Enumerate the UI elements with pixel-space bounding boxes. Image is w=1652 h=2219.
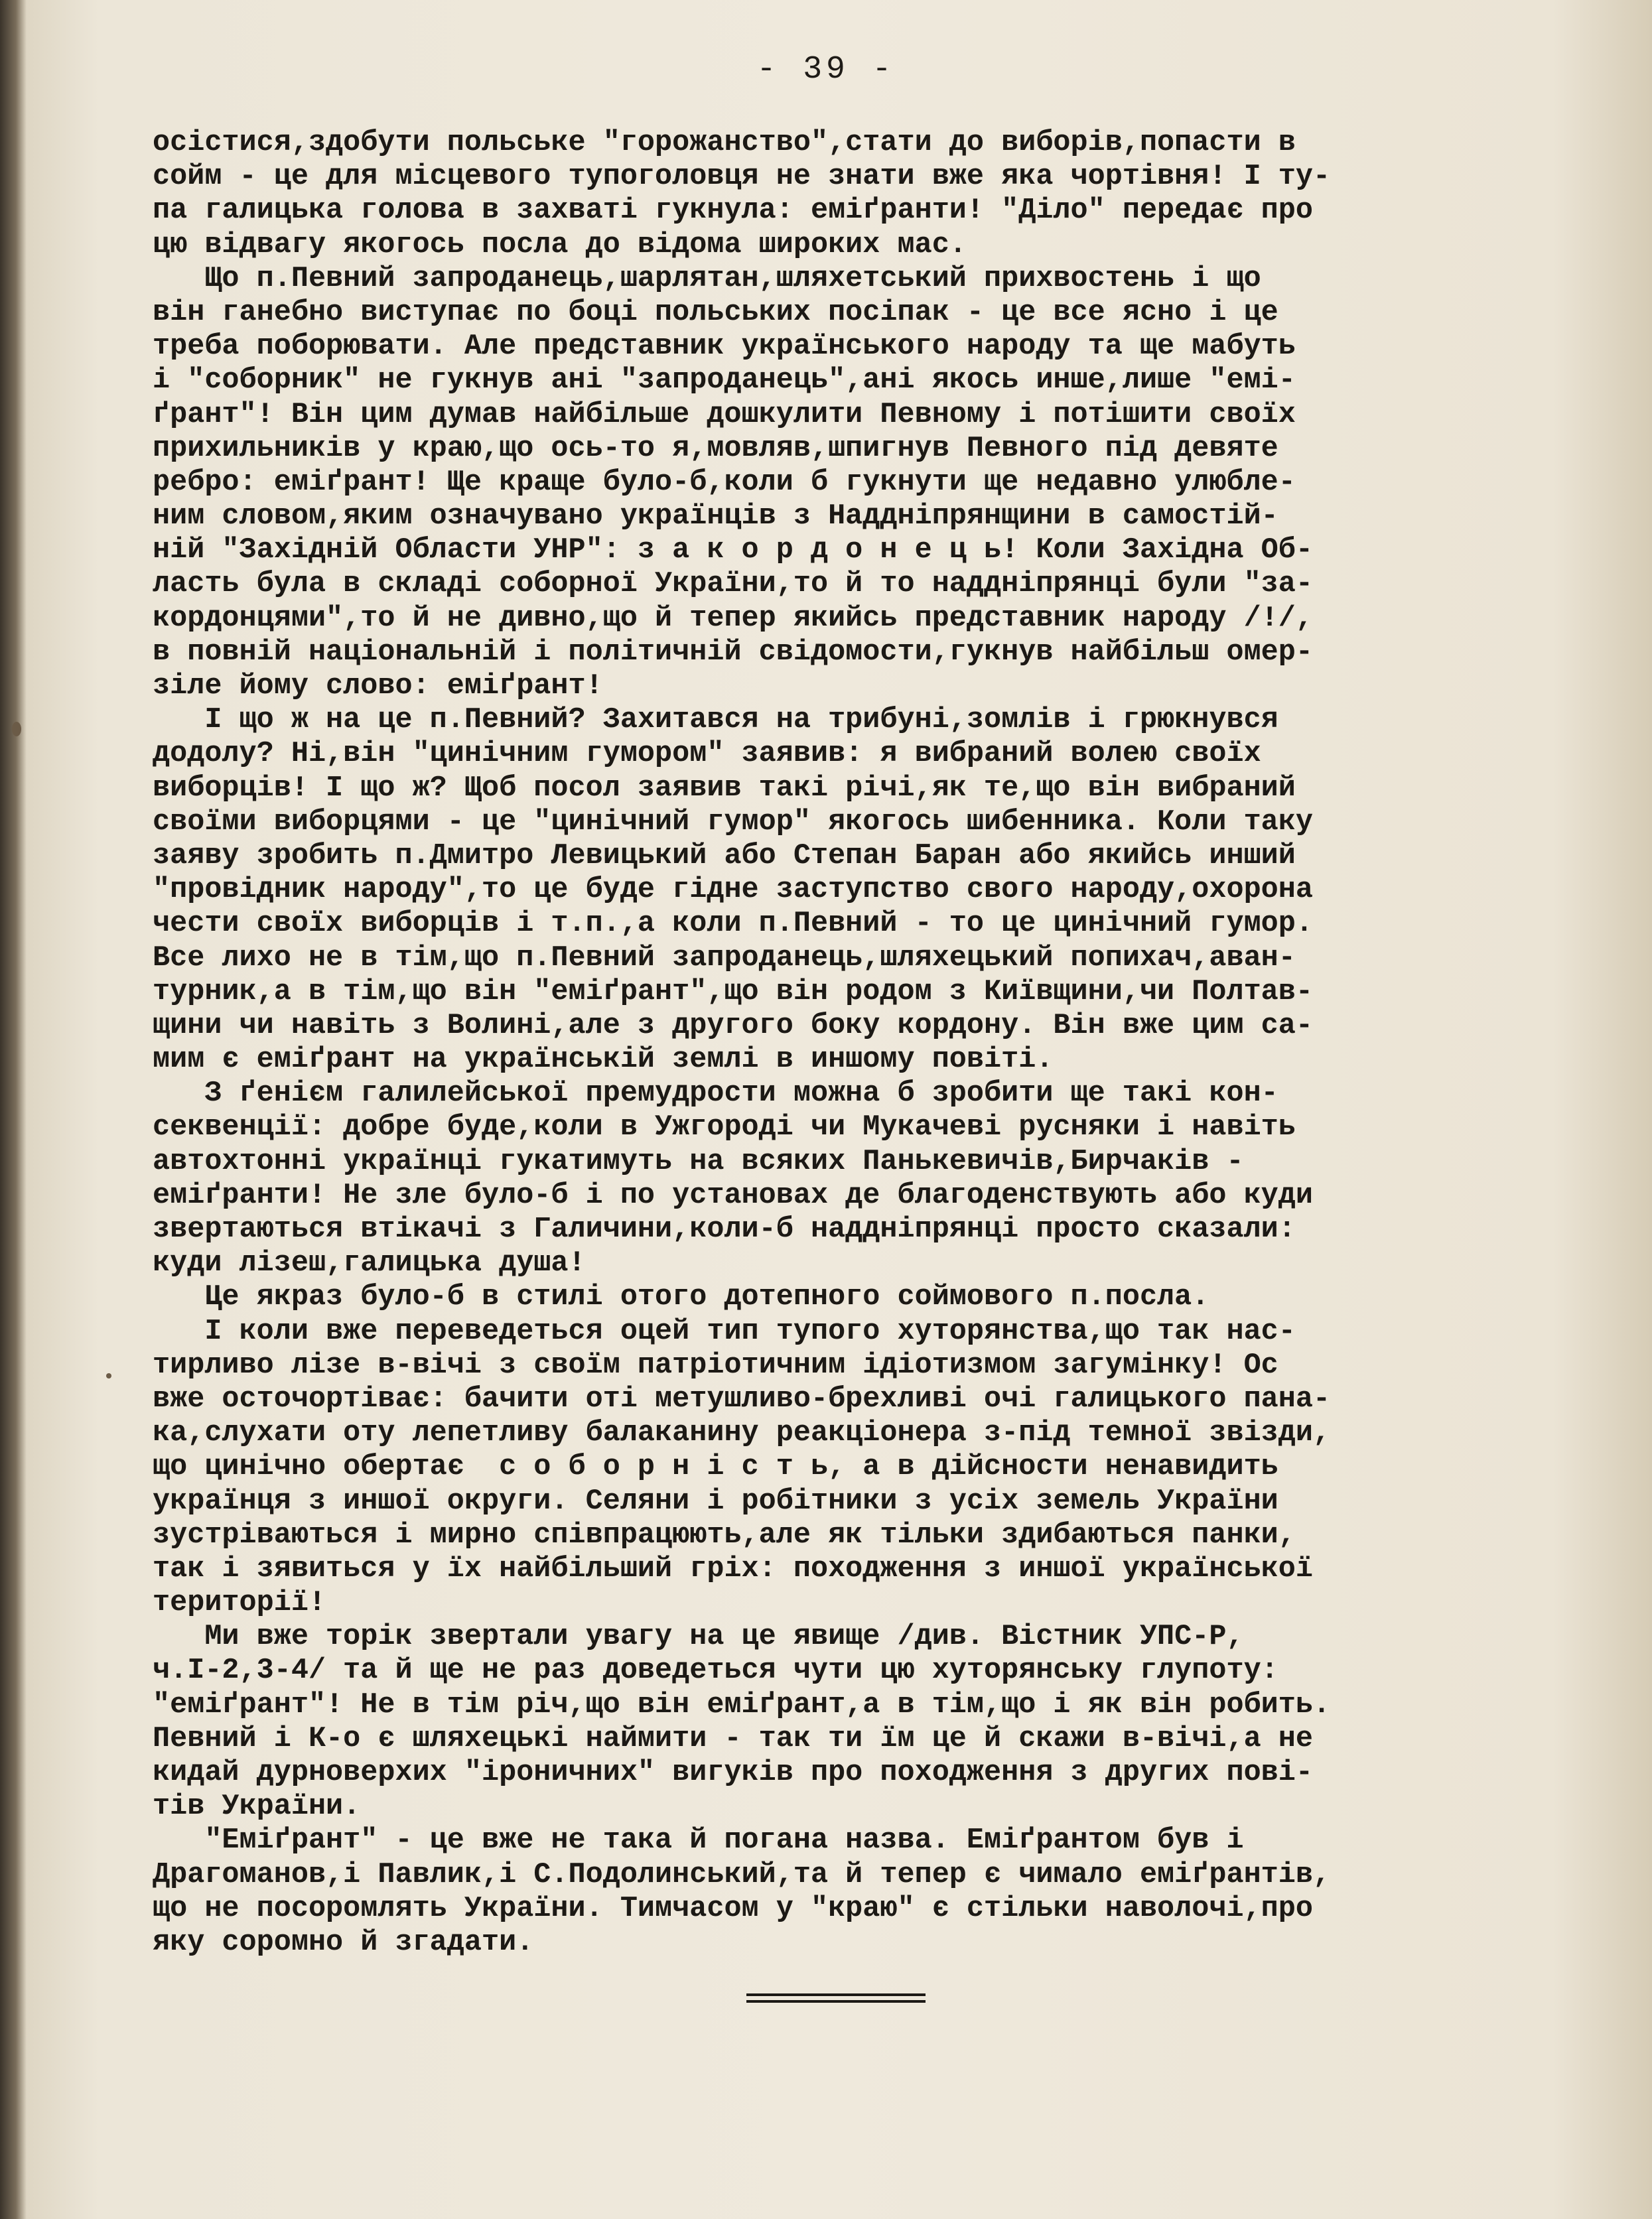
text-line: заяву зробить п.Дмитро Левицький або Степан Баран або якийсь инший — [153, 839, 1296, 872]
text-line: ч.І-2,3-4/ та й ще не раз доведеться чути цю хуторянську глупоту: — [153, 1654, 1278, 1688]
text-line: своїми виборцями - це "цинічний гумор" якогось шибенника. Коли таку — [153, 805, 1313, 839]
text-line: "еміґрант"! Не в тім річ,що він еміґрант,а в тім,що і як він робить. — [153, 1688, 1331, 1721]
text-line: автохтонні українці гукатимуть на всяких Панькевичів,Бирчаків - — [153, 1145, 1244, 1178]
text-line: мим є еміґрант на українській землі в иншому повіті. — [153, 1043, 1054, 1077]
text-line: Ми вже торік звертали увагу на це явище /див. Вістник УПС-Р, — [153, 1621, 1244, 1654]
text-line: еміґранти! Не зле було-б і по установах де благоденствують або куди — [153, 1179, 1313, 1212]
text-line: треба поборювати. Але представник українського народу та ще мабуть — [153, 330, 1296, 364]
text-line: він ганебно виступає по боці польських посіпак - це все ясно і це — [153, 296, 1278, 329]
typewritten-text — [153, 126, 1519, 1960]
text-line: в повній національній і політичній свідомости,гукнув найбільш омер- — [153, 636, 1313, 669]
text-line: осістися,здобути польське "горожанство",стати до виборів,попасти в — [153, 127, 1296, 159]
text-line: додолу? Ні,він "цинічним гумором" заявив: я вибраний волею своїх — [153, 738, 1261, 771]
text-line: Що п.Певний запроданець,шарлятан,шляхетський прихвостень і що — [153, 262, 1261, 295]
text-line: зіле йому слово: еміґрант! — [153, 670, 603, 703]
text-line: вже осточортіває: бачити оті метушливо-брехливі очі галицького пана- — [153, 1382, 1331, 1416]
text-line: "провідник народу",то це буде гідне заступство свого народу,охорона — [153, 874, 1313, 907]
text-line: ґрант"! Він цим думав найбільше дошкулити Певному і потішити своїх — [153, 398, 1296, 431]
text-line: сойм - це для місцевого тупоголовця не знати вже яка чортівня! І ту- — [153, 161, 1331, 194]
page-number: - 39 - — [756, 52, 896, 88]
text-line: що не посоромлять України. Тимчасом у "краю" є стільки наволочі,про — [153, 1892, 1313, 1925]
text-line: Драгоманов,і Павлик,і С.Подолинський,та й тепер є чимало еміґрантів, — [153, 1858, 1331, 1891]
text-line: ребро: еміґрант! Ще краще було-б,коли б гукнути ще недавно улюбле- — [153, 466, 1296, 499]
text-line: прихильників у краю,що ось-то я,мовляв,шпигнув Певного під девяте — [153, 432, 1278, 465]
margin-dot — [106, 1373, 111, 1378]
binding-edge — [0, 0, 27, 2219]
text-line: Все лихо не в тім,що п.Певний запроданець,шляхецький попихач,аван- — [153, 941, 1296, 975]
text-line: щини чи навіть з Волині,але з другого боку кордону. Він вже цим са- — [153, 1009, 1313, 1042]
text-line: кидай дурноверхих "іроничних" вигуків про походження з других пові- — [153, 1757, 1313, 1789]
text-line: Певний і К-о є шляхецькі наймити - так ти їм це й скажи в-вічі,а не — [153, 1722, 1313, 1755]
text-line: З ґенієм галилейської премудрости можна б зробити ще такі кон- — [153, 1077, 1278, 1110]
text-line: яку соромно й згадати. — [153, 1926, 534, 1959]
text-line: І що ж на це п.Певний? Захитався на трибуні,зомлів і грюкнувся — [153, 704, 1278, 737]
text-line: території! — [153, 1587, 326, 1620]
text-line: виборців! І що ж? Щоб посол заявив такі річі,як те,що він вибраний — [153, 772, 1296, 805]
text-line: так і зявиться у їх найбільший гріх: походження з иншої української — [153, 1552, 1313, 1585]
text-line: і "соборник" не гукнув ані "запроданець",ані якось инше,лише "емі- — [153, 364, 1296, 397]
margin-mark — [12, 722, 21, 736]
text-line: секвенції: добре буде,коли в Ужгороді чи Мукачеві русняки і навіть — [153, 1111, 1296, 1144]
text-line: Це якраз було-б в стилі отого дотепного соймового п.посла. — [153, 1281, 1209, 1314]
text-line: тів України. — [153, 1790, 361, 1824]
text-line: звертаються втікачі з Галичини,коли-б наддніпрянці просто сказали: — [153, 1213, 1296, 1246]
text-line: цю відвагу якогось посла до відома широких мас. — [153, 228, 967, 261]
text-line: ній "Західній Области УНР": з а к о р д о н е ц ь! Коли Західна Об- — [153, 534, 1313, 567]
text-line: українця з иншої округи. Селяни і робітники з усіх земель України — [153, 1485, 1278, 1518]
text-line: І коли вже переведеться оцей тип тупого хуторянства,що так нас- — [153, 1315, 1296, 1348]
text-line: турник,а в тім,що він "еміґрант",що він родом з Київщини,чи Полтав- — [153, 975, 1313, 1008]
text-line: ласть була в складі соборної України,то й то наддніпрянці були "за- — [153, 568, 1313, 601]
text-line: зустріваються і мирно співпрацюють,але як тільки здибаються панки, — [153, 1518, 1296, 1552]
text-line: па галицька голова в захваті гукнула: еміґранти! "Діло" передає про — [153, 194, 1313, 228]
text-line: тирливо лізе в-вічі з своїм патріотичним ідіотизмом загумінку! Ос — [153, 1349, 1278, 1382]
text-line: куди лізеш,галицька душа! — [153, 1247, 586, 1280]
text-line: кордонцями",то й не дивно,що й тепер якийсь представник народу /!/, — [153, 602, 1313, 635]
text-line: що цинічно обертає с о б о р н і с т ь, а в дійсности ненавидить — [153, 1451, 1278, 1484]
text-line: чести своїх виборців і т.п.,а коли п.Певний - то це цинічний гумор. — [153, 908, 1313, 941]
closing-double-rule — [746, 1993, 926, 2004]
text-line: ка,слухати оту лепетливу балаканину реакціонера з-під темної звізди, — [153, 1417, 1331, 1450]
text-line: ним словом,яким означувано українців з Наддніпрянщини в самостій- — [153, 500, 1278, 533]
text-line: "Еміґрант" - це вже не така й погана назва. Еміґрантом був і — [153, 1824, 1244, 1857]
